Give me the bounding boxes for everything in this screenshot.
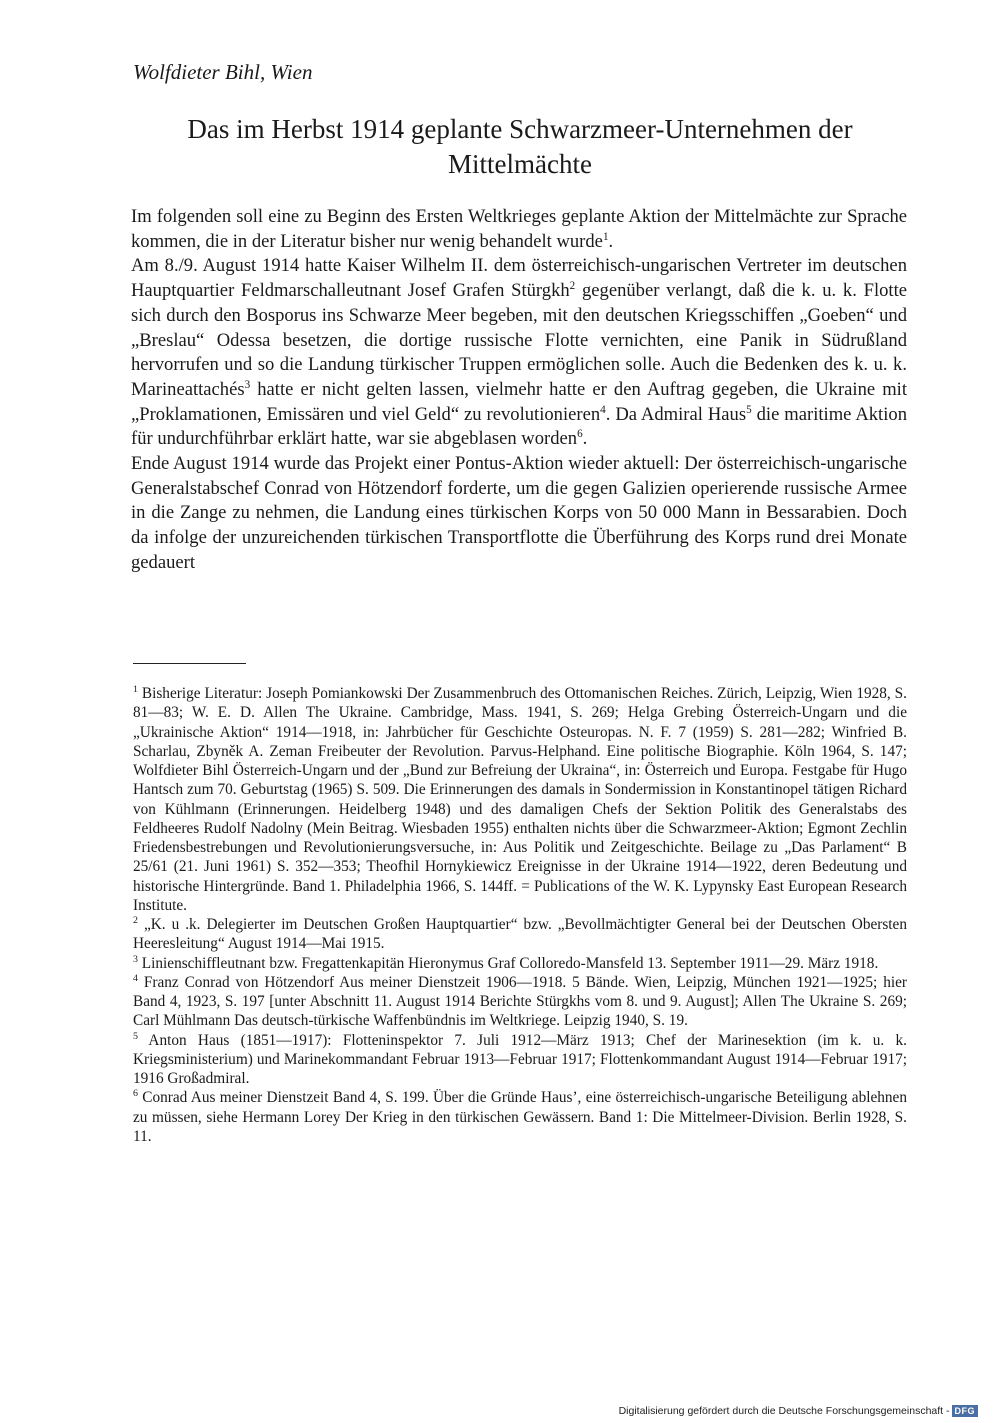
paragraph-2 [131, 254, 907, 452]
article-title: Das im Herbst 1914 geplante Schwarzmeer-Unternehmen der Mittelmächte [187, 114, 853, 179]
footnotes [133, 684, 907, 1146]
footnote-ref-4[interactable]: 4 [600, 403, 606, 416]
footnote [133, 1088, 907, 1146]
footnote-number: 2 [133, 914, 138, 926]
footer-text: Digitalisierung gefördert durch die Deutsche Forschungsgemeinschaft - [618, 1405, 950, 1417]
paragraph-3: Ende August 1914 wurde das Projekt einer Pontus-Aktion wieder aktuell: Der österreichisch-ungarische Generalstabschef Conrad von Hötzendorf forderte, um die gegen Galizien operierende russische Armee in die Zange zu nehmen, die Landung eines türkischen Korps von 50 000 Mann in Bessarabien. Doch da infolge der unzureichenden türkischen Transportflotte die Überführung des Korps rund drei Monate gedauert [131, 453, 907, 573]
footnote-number: 5 [133, 1030, 138, 1042]
footnote-number: 6 [133, 1088, 138, 1100]
footnote [133, 684, 907, 915]
footnote-ref-5[interactable]: 5 [746, 403, 752, 416]
article-body [131, 205, 907, 576]
footnote-ref-3[interactable]: 3 [244, 378, 251, 391]
dfg-logo-icon: DFG [952, 1405, 979, 1417]
footnote-text: Franz Conrad von Hötzendorf Aus meiner Dienstzeit 1906—1918. 5 Bände. Wien, Leipzig, München 1921—1925; hier Band 4, 1923, S. 197 [unter Abschnitt 11. August 1914 Berichte Stürgkhs vom 8. und 9. August]; Allen The Ukraine S. 269; Carl Mühlmann Das deutsch-türkische Waffenbündnis im Weltkriege. Leipzig 1940, S. 19. [133, 973, 907, 1030]
paragraph-2-text-c: hatte er nicht gelten lassen, vielmehr hatte er den Auftrag gegeben, die Ukraine mit „Proklamationen, Emissären und viel Geld“ zu revolutionieren [131, 378, 907, 425]
paragraph-2-text-d: . Da Admiral Haus [605, 403, 747, 425]
digitization-footer [619, 1405, 978, 1417]
footnote-ref-1[interactable]: 1 [602, 230, 609, 243]
footnote [133, 973, 907, 1031]
footnote-number: 1 [133, 683, 138, 695]
footnote-text: Anton Haus (1851—1917): Flotteninspektor 7. Juli 1912—März 1913; Chef der Marinesektion (im k. u. k. Kriegsministerium) und Marinekommandant Februar 1913—Februar 1917; Flottenkommandant August 1914—Februar 1917; 1916 Großadmiral. [133, 1031, 907, 1087]
footnote-text: Linienschiffleutnant bzw. Fregattenkapitän Hieronymus Graf Colloredo-Mansfeld 13. September 1911—29. März 1918. [141, 954, 879, 972]
paragraph-2-text-e: die maritime Aktion für undurchführbar erklärt hatte, war sie abgeblasen worden [131, 403, 907, 450]
footnote-text: Conrad Aus meiner Dienstzeit Band 4, S. 199. Über die Gründe Haus’, eine österreichisch-ungarische Beteiligung ablehnen zu müssen, siehe Hermann Lorey Der Krieg in den türkischen Gewässern. Band 1: Die Mittelmeer-Division. Berlin 1928, S. 11. [133, 1089, 907, 1145]
author-line: Wolfdieter Bihl, Wien [133, 60, 313, 84]
footnote-number: 3 [133, 953, 138, 965]
paragraph-2-text-b: gegenüber verlangt, daß die k. u. k. Flotte sich durch den Bosporus ins Schwarze Meer begeben, mit den deutschen Kriegsschiffen „Goeben“ und „Breslau“ Odessa besetzen, die dortige russische Flotte vernichten, eine Panik in Südrußland hervorrufen und so die Landung türkischer Truppen ermöglichen solle. Auch die Bedenken des k. u. k. Marineattachés [131, 280, 907, 400]
footnote-ref-2[interactable]: 2 [569, 279, 576, 292]
paragraph-2-text-a: Am 8./9. August 1914 hatte Kaiser Wilhelm II. dem österreichisch-ungarischen Vertreter im deutschen Hauptquartier Feldmarschalleutnant Josef Grafen Stürgkh [131, 255, 907, 302]
paragraph-1-end: . [608, 230, 614, 252]
footnote-ref-6[interactable]: 6 [577, 428, 583, 441]
footnote [133, 1031, 907, 1089]
footnote [133, 915, 907, 954]
paragraph-2-text-f: . [582, 428, 588, 450]
footnote-text: „K. u .k. Delegierter im Deutschen Großen Hauptquartier“ bzw. „Bevollmächtigter General bei der Deutschen Obersten Heeresleitung“ August 1914—Mai 1915. [133, 916, 907, 953]
footnote [133, 954, 907, 973]
footnote-separator [133, 663, 246, 664]
footnote-number: 4 [133, 972, 138, 984]
paragraph-1-text: Im folgenden soll eine zu Beginn des Ersten Weltkrieges geplante Aktion der Mittelmächte zur Sprache kommen, die in der Literatur bisher nur wenig behandelt wurde [131, 206, 907, 252]
footnote-text: Bisherige Literatur: Joseph Pomiankowski Der Zusammenbruch des Ottomanischen Reiches. Zürich, Leipzig, Wien 1928, S. 81—83; W. E. D. Allen The Ukraine. Cambridge, Mass. 1941, S. 269; Helga Grebing Österreich-Ungarn und die „Ukrainische Aktion“ 1914—1918, in: Jahrbücher für Geschichte Osteuropas. N. F. 7 (1959) S. 281—282; Winfried B. Scharlau, Zbyněk A. Zeman Freibeuter der Revolution. Parvus-Helphand. Eine politische Biographie. Köln 1964, S. 147; Wolfdieter Bihl Österreich-Ungarn und der „Bund zur Befreiung der Ukraina“, in: Österreich und Europa. Festgabe für Hugo Hantsch zum 70. Geburtstag (1965) S. 509. Die Erinnerungen des damals in Sondermission in Konstantinopel tätigen Richard von Kühlmann (Erinnerungen. Heidelberg 1948) und des damaligen Chefs der Sektion Politik des Generalstabs des Feldheeres Rudolf Nadolny (Mein Beitrag. Wiesbaden 1955) enthalten nichts über die Schwarzmeer-Aktion; Egmont Zechlin Friedensbestrebungen und Revolutionierungsversuche, in: Aus Politik und Zeitgeschichte. Beilage zu „Das Parlament“ B 25/61 (21. Juni 1961) S. 352—353; Theofhil Hornykiewicz Ereignisse in der Ukraine 1914—1922, deren Bedeutung und historische Hintergründe. Band 1. Philadelphia 1966, S. 144ff. = Publications of the W. K. Lypynsky East European Research Institute. [133, 685, 907, 914]
paragraph-1 [131, 205, 907, 254]
